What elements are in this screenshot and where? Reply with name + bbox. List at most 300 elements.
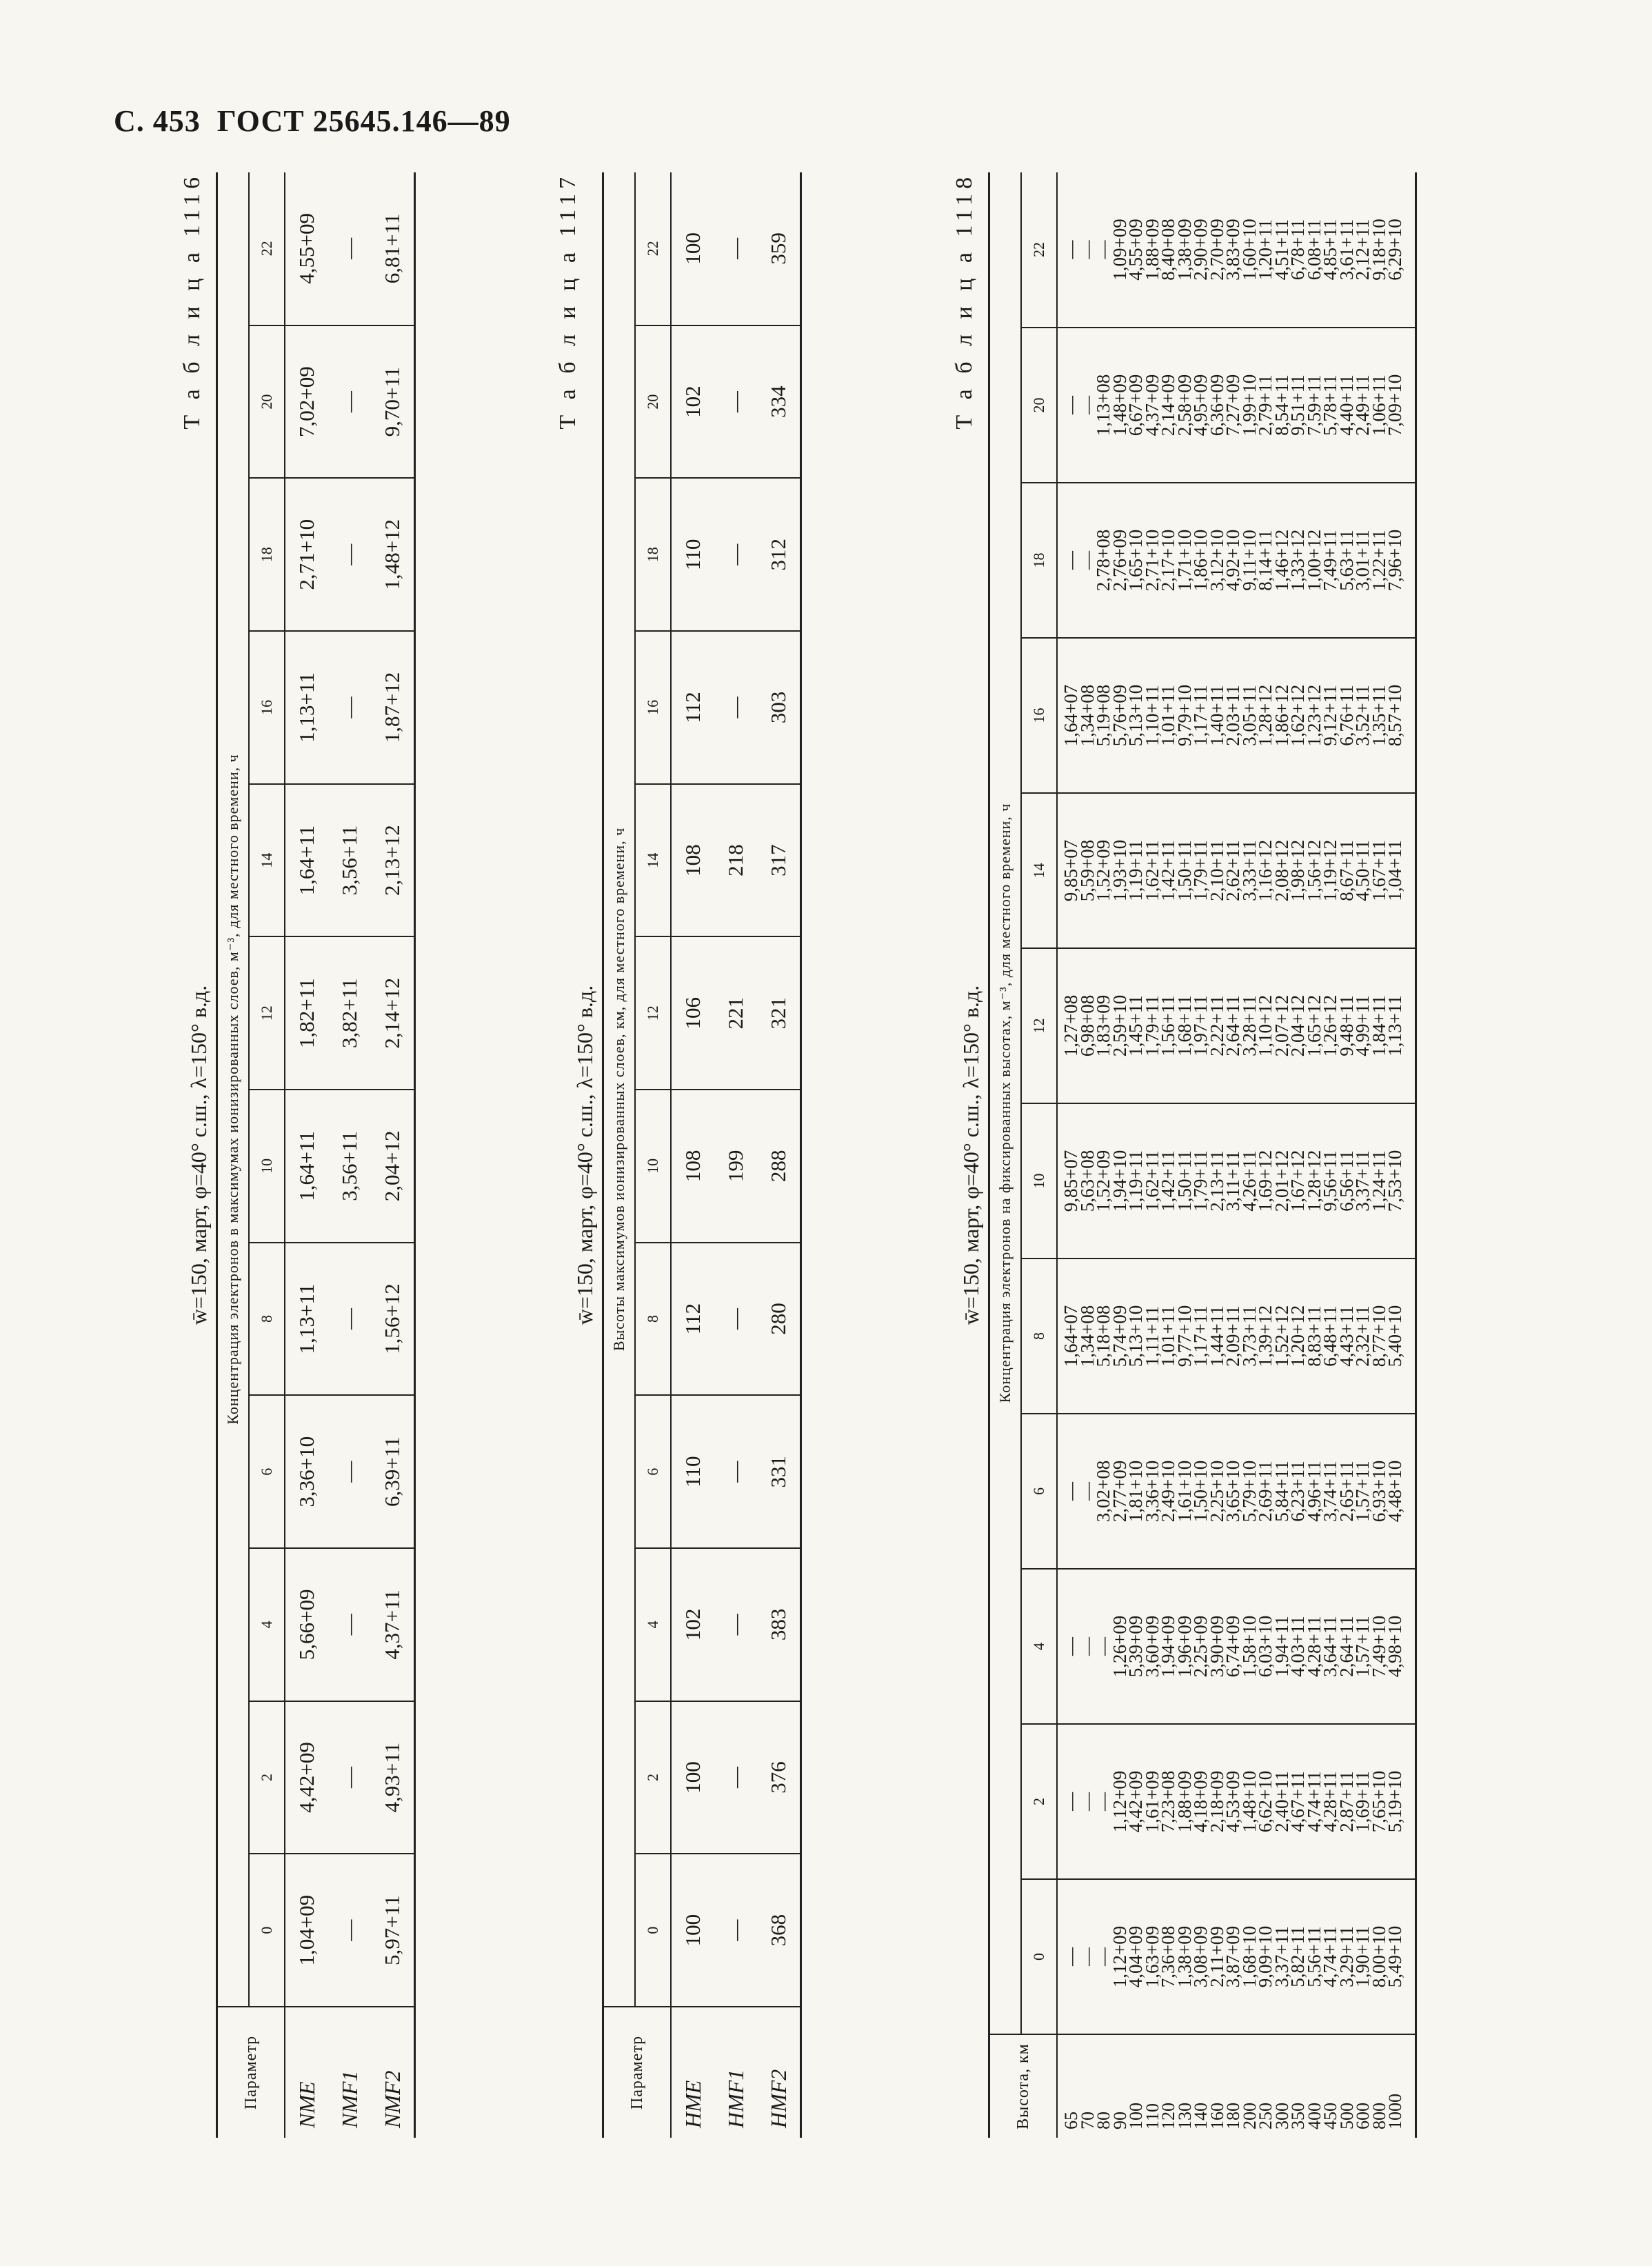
- value-cell: 5,59+08: [1076, 839, 1098, 902]
- value-cell: —: [328, 1854, 371, 2007]
- value-cell: 3,90+09: [1206, 1615, 1227, 1678]
- value-cell: 102: [671, 1548, 714, 1701]
- value-cell: 1,62+11: [1141, 840, 1162, 901]
- value-cell: 6,74+09: [1222, 1615, 1243, 1678]
- value-cell: 2,40+11: [1271, 1771, 1292, 1832]
- value-cell: 4,74+11: [1320, 1926, 1340, 1987]
- value-cell: 1,90+11: [1352, 1926, 1373, 1987]
- value-cell: 7,09+10: [1384, 374, 1405, 437]
- value-cell: 4,28+11: [1320, 1771, 1340, 1832]
- hour-header: 4: [249, 1548, 285, 1701]
- value-cell: 1,65+10: [1125, 529, 1146, 592]
- hour-header: 2: [635, 1701, 671, 1854]
- value-cell: 2,78+08: [1093, 529, 1114, 592]
- value-cell: —: [714, 1548, 757, 1701]
- value-cell: 4,37+09: [1141, 374, 1162, 437]
- value-cell: 4,55+09: [1125, 219, 1146, 281]
- hour-header: 8: [249, 1243, 285, 1396]
- value-cell: —: [1060, 1482, 1081, 1501]
- value-cell: 3,64+11: [1320, 1616, 1340, 1677]
- value-cell: 1,94+10: [1109, 1150, 1130, 1212]
- value-cell: 1,50+11: [1173, 840, 1195, 901]
- value-cell: 1,63+09: [1141, 1925, 1162, 1988]
- value-cell: 1,19+11: [1125, 1150, 1146, 1212]
- value-cell: 2,01+12: [1271, 1150, 1292, 1212]
- value-cell: 3,74+11: [1320, 1461, 1340, 1522]
- value-cell: 1,69+12: [1255, 1150, 1276, 1212]
- value-cell: 1,94+09: [1158, 1615, 1178, 1678]
- value-cell: 2,09+11: [1222, 1305, 1243, 1367]
- value-cell: 3,08+09: [1190, 1925, 1211, 1988]
- param-name: NME: [285, 2007, 328, 2138]
- height-value: 600: [1353, 2103, 1373, 2129]
- value-cell: —: [723, 237, 747, 259]
- value-cell: 2,25+10: [1206, 1460, 1227, 1523]
- value-cell: 8,40+08: [1158, 219, 1178, 281]
- table-caption: Т а б л и ц а 1116: [179, 172, 205, 430]
- hour-header: 20: [249, 325, 285, 479]
- value-cell: —: [714, 478, 757, 631]
- value-cell: 2,62+11: [1222, 840, 1243, 901]
- value-column: [1057, 328, 1416, 483]
- value-cell: —: [328, 1548, 371, 1701]
- value-cell: —: [1076, 1637, 1098, 1656]
- value-cell: 1,17+11: [1190, 685, 1211, 746]
- value-cell: 3,52+11: [1352, 685, 1373, 746]
- value-cell: 2,12+11: [1352, 219, 1373, 281]
- value-cell: 3,28+11: [1238, 995, 1260, 1056]
- table-row: [328, 172, 371, 2138]
- value-cell: 2,64+11: [1336, 1616, 1357, 1677]
- value-cell: 1,46+12: [1271, 529, 1292, 592]
- value-cell: 1,88+09: [1173, 1770, 1195, 1833]
- height-column: [1057, 2034, 1416, 2138]
- value-cell: 2,17+10: [1158, 529, 1178, 592]
- value-cell: 9,85+07: [1060, 839, 1081, 902]
- height-value: 400: [1304, 2103, 1324, 2129]
- value-cell: 5,13+10: [1125, 1305, 1146, 1367]
- value-cell: 1,71+10: [1173, 529, 1195, 592]
- value-cell: 5,56+11: [1303, 1926, 1324, 1987]
- value-cell: 1,39+12: [1255, 1305, 1276, 1367]
- value-cell: 2,04+12: [371, 1090, 415, 1243]
- value-cell: 317: [757, 784, 801, 937]
- value-cell: 1,13+11: [285, 1243, 328, 1396]
- height-value: 500: [1336, 2103, 1357, 2129]
- value-cell: 4,48+10: [1384, 1460, 1405, 1523]
- hour-header: 16: [635, 631, 671, 784]
- value-cell: —: [1060, 396, 1081, 414]
- value-cell: 2,87+11: [1336, 1771, 1357, 1832]
- value-cell: 1,61+10: [1173, 1460, 1195, 1523]
- value-cell: 1,20+11: [1255, 219, 1276, 281]
- value-cell: 1,62+12: [1287, 684, 1308, 747]
- value-cell: 3,87+09: [1222, 1925, 1243, 1988]
- value-cell: 7,27+09: [1222, 374, 1243, 437]
- value-cell: 1,33+12: [1287, 529, 1308, 592]
- value-cell: 4,74+11: [1303, 1771, 1324, 1832]
- value-cell: 4,67+11: [1287, 1771, 1308, 1832]
- value-cell: 7,59+11: [1303, 374, 1324, 436]
- value-cell: 1,81+10: [1125, 1460, 1146, 1523]
- value-cell: 1,00+12: [1303, 529, 1324, 592]
- value-cell: 1,44+11: [1206, 1305, 1227, 1367]
- value-cell: 1,87+12: [371, 631, 415, 784]
- value-cell: 1,48+12: [371, 478, 415, 631]
- hour-header: 8: [635, 1243, 671, 1396]
- value-cell: 1,01+11: [1158, 685, 1178, 746]
- value-cell: —: [1076, 396, 1098, 414]
- value-cell: 3,82+11: [328, 936, 371, 1090]
- value-cell: 1,13+11: [285, 631, 328, 784]
- value-cell: 1,48+09: [1109, 374, 1130, 437]
- value-cell: 6,67+09: [1125, 374, 1146, 437]
- value-cell: 4,28+11: [1303, 1616, 1324, 1677]
- value-cell: 1,19+12: [1320, 839, 1340, 902]
- value-cell: —: [714, 1854, 757, 2007]
- value-cell: 5,19+10: [1384, 1770, 1405, 1833]
- value-cell: 2,76+09: [1109, 529, 1130, 592]
- value-cell: 2,70+09: [1206, 219, 1227, 281]
- value-cell: —: [328, 1395, 371, 1548]
- value-cell: 1,96+09: [1173, 1615, 1195, 1678]
- value-cell: —: [1093, 1637, 1114, 1656]
- table-row: [671, 172, 714, 2138]
- value-cell: 1,98+12: [1287, 839, 1308, 902]
- value-cell: 3,36+10: [285, 1395, 328, 1548]
- hour-header: 6: [635, 1395, 671, 1548]
- value-cell: 5,78+11: [1320, 374, 1340, 436]
- value-cell: 6,23+11: [1287, 1461, 1308, 1522]
- value-cell: 2,71+10: [1141, 529, 1162, 592]
- value-cell: 2,49+10: [1158, 1460, 1178, 1523]
- value-cell: 2,77+09: [1109, 1460, 1130, 1523]
- value-cell: 376: [757, 1701, 801, 1854]
- value-column: [1057, 1414, 1416, 1569]
- value-cell: —: [1076, 551, 1098, 570]
- value-cell: 6,08+11: [1303, 219, 1324, 281]
- value-cell: 1,64+07: [1060, 1305, 1081, 1367]
- value-cell: 1,19+11: [1125, 840, 1146, 901]
- hour-header: 20: [635, 325, 671, 479]
- value-cell: 1,52+12: [1271, 1305, 1292, 1367]
- value-cell: 108: [671, 784, 714, 937]
- value-cell: 1,83+09: [1093, 994, 1114, 1057]
- value-cell: 4,18+09: [1190, 1770, 1211, 1833]
- value-cell: 1,64+07: [1060, 684, 1081, 747]
- value-cell: 1,79+11: [1190, 1150, 1211, 1212]
- value-cell: 2,14+12: [371, 936, 415, 1090]
- value-cell: 1,58+10: [1238, 1615, 1260, 1678]
- height-value: 160: [1207, 2103, 1227, 2129]
- value-cell: 1,88+09: [1141, 219, 1162, 281]
- value-cell: 1,06+11: [1368, 374, 1389, 436]
- hour-header: 16: [1021, 638, 1057, 793]
- value-cell: 334: [757, 325, 801, 479]
- hour-header: 18: [635, 478, 671, 631]
- value-cell: 2,10+11: [1206, 840, 1227, 901]
- value-cell: 3,61+11: [1336, 219, 1357, 281]
- value-cell: 1,79+11: [1190, 840, 1211, 901]
- value-cell: —: [1060, 240, 1081, 259]
- value-cell: 1,99+10: [1238, 374, 1260, 437]
- value-cell: 2,58+09: [1173, 374, 1195, 437]
- value-cell: 1,26+09: [1109, 1615, 1130, 1678]
- value-cell: 5,74+09: [1109, 1305, 1130, 1367]
- value-cell: —: [328, 631, 371, 784]
- value-cell: 6,03+10: [1255, 1615, 1276, 1678]
- value-cell: 368: [757, 1854, 801, 2007]
- hour-header: 12: [249, 936, 285, 1090]
- value-cell: 1,04+09: [285, 1854, 328, 2007]
- value-cell: 4,37+11: [371, 1548, 415, 1701]
- value-cell: 7,23+08: [1158, 1770, 1178, 1833]
- value-cell: 5,84+11: [1271, 1461, 1292, 1522]
- value-cell: 8,77+10: [1368, 1305, 1389, 1367]
- value-cell: 4,40+11: [1336, 374, 1357, 436]
- value-cell: 1,60+10: [1238, 219, 1260, 281]
- value-cell: 1,45+11: [1125, 995, 1146, 1056]
- value-cell: 9,12+11: [1320, 685, 1340, 746]
- value-cell: 4,99+11: [1352, 995, 1373, 1056]
- hour-header: 2: [1021, 1724, 1057, 1879]
- value-cell: 9,11+10: [1238, 530, 1260, 591]
- value-cell: —: [1093, 240, 1114, 259]
- value-cell: 1,10+11: [1141, 685, 1162, 746]
- height-value: 130: [1174, 2103, 1195, 2129]
- value-cell: 3,83+09: [1222, 219, 1243, 281]
- value-cell: 1,79+11: [1141, 995, 1162, 1056]
- value-cell: 1,42+11: [1158, 1150, 1178, 1212]
- value-cell: 1,67+11: [1368, 840, 1389, 901]
- value-cell: 1,62+11: [1141, 1150, 1162, 1212]
- value-cell: 9,79+10: [1173, 684, 1195, 747]
- value-cell: 6,36+09: [1206, 374, 1227, 437]
- hour-header: 14: [249, 784, 285, 937]
- value-cell: —: [714, 325, 757, 479]
- value-cell: 1,20+12: [1287, 1305, 1308, 1367]
- height-value: 80: [1094, 2112, 1114, 2129]
- value-cell: 8,83+11: [1303, 1305, 1324, 1367]
- value-cell: —: [1076, 1482, 1098, 1501]
- value-cell: 1,48+10: [1238, 1770, 1260, 1833]
- hour-header: 8: [1021, 1259, 1057, 1414]
- value-cell: 1,16+12: [1255, 839, 1276, 902]
- table-title: w̄=150, март, φ=40° с.ш., λ=150° в.д.: [186, 985, 211, 1325]
- value-cell: 5,13+10: [1125, 684, 1146, 747]
- table-1116: [216, 172, 416, 2138]
- value-cell: —: [714, 631, 757, 784]
- value-cell: 3,56+11: [328, 784, 371, 937]
- value-cell: 2,13+11: [1206, 1150, 1227, 1212]
- value-cell: 1,94+11: [1271, 1616, 1292, 1677]
- value-cell: 3,37+11: [1271, 1926, 1292, 1987]
- hour-header: 0: [635, 1854, 671, 2007]
- value-cell: 5,49+10: [1384, 1925, 1405, 1988]
- value-cell: 5,66+09: [285, 1548, 328, 1701]
- height-value: 350: [1288, 2103, 1308, 2129]
- value-cell: 5,40+10: [1384, 1305, 1405, 1367]
- value-cell: 8,57+10: [1384, 684, 1405, 747]
- value-cell: 199: [714, 1090, 757, 1243]
- value-cell: 4,50+11: [1352, 840, 1373, 901]
- value-cell: 1,97+11: [1190, 995, 1211, 1056]
- height-value: 250: [1256, 2103, 1276, 2129]
- param-header: Параметр: [217, 2007, 285, 2138]
- value-cell: 1,26+12: [1320, 994, 1340, 1057]
- value-cell: 1,38+09: [1173, 219, 1195, 281]
- value-cell: 1,38+09: [1173, 1925, 1195, 1988]
- value-cell: 1,61+09: [1141, 1770, 1162, 1833]
- value-cell: —: [328, 1243, 371, 1396]
- value-cell: 6,98+08: [1076, 994, 1098, 1057]
- value-cell: 8,14+11: [1255, 530, 1276, 591]
- table-row: [757, 172, 801, 2138]
- value-cell: 1,56+12: [1303, 839, 1324, 902]
- value-cell: 7,36+08: [1158, 1925, 1178, 1988]
- value-cell: 321: [757, 936, 801, 1090]
- value-cell: 3,56+11: [328, 1090, 371, 1243]
- value-cell: 1,84+11: [1368, 995, 1389, 1056]
- value-cell: 2,22+11: [1206, 995, 1227, 1056]
- table-row: [285, 172, 328, 2138]
- value-cell: 1,28+12: [1303, 1150, 1324, 1212]
- table-row: [371, 172, 415, 2138]
- value-cell: 6,78+11: [1287, 219, 1308, 281]
- value-cell: 2,11+09: [1206, 1926, 1227, 1987]
- value-cell: 2,49+11: [1352, 374, 1373, 436]
- value-column: [1057, 1879, 1416, 2034]
- height-value: 100: [1126, 2103, 1146, 2129]
- value-cell: 3,65+10: [1222, 1460, 1243, 1523]
- value-cell: 1,68+10: [1238, 1925, 1260, 1988]
- param-name: HMF1: [714, 2007, 757, 2138]
- value-cell: 3,33+11: [1238, 840, 1260, 901]
- value-column: [1057, 1259, 1416, 1414]
- value-cell: 9,51+11: [1287, 374, 1308, 436]
- value-cell: 9,77+10: [1173, 1305, 1195, 1367]
- value-cell: 1,17+11: [1190, 1305, 1211, 1367]
- height-value: 110: [1142, 2103, 1162, 2129]
- group-header: Концентрация электронов на фиксированных высотах, м⁻³, для местного времени, ч: [989, 172, 1022, 2034]
- value-cell: —: [1060, 1792, 1081, 1811]
- value-cell: 2,08+12: [1271, 839, 1292, 902]
- value-cell: —: [1093, 1947, 1114, 1966]
- value-cell: 2,14+09: [1158, 374, 1178, 437]
- value-cell: —: [1060, 1637, 1081, 1656]
- hour-header: 14: [635, 784, 671, 937]
- value-cell: —: [1060, 551, 1081, 570]
- hour-header: 14: [1021, 793, 1057, 948]
- hour-header: 2: [249, 1701, 285, 1854]
- hour-header: 0: [249, 1854, 285, 2007]
- value-cell: 9,18+10: [1368, 219, 1389, 281]
- value-cell: 218: [714, 784, 757, 937]
- value-cell: 1,34+08: [1076, 684, 1098, 747]
- value-cell: 8,00+10: [1368, 1925, 1389, 1988]
- value-cell: 5,18+08: [1093, 1305, 1114, 1367]
- value-cell: 4,03+11: [1287, 1616, 1308, 1677]
- value-cell: 1,50+10: [1190, 1460, 1211, 1523]
- value-cell: 8,54+11: [1271, 374, 1292, 436]
- value-cell: 1,86+12: [1271, 684, 1292, 747]
- table-caption: Т а б л и ц а 1118: [951, 172, 977, 430]
- value-cell: 9,09+10: [1255, 1925, 1276, 1988]
- value-cell: 2,03+11: [1222, 685, 1243, 746]
- value-cell: 2,13+12: [371, 784, 415, 937]
- value-cell: 4,04+09: [1125, 1925, 1146, 1988]
- value-cell: 4,93+11: [371, 1701, 415, 1854]
- value-cell: 1,57+11: [1352, 1461, 1373, 1522]
- value-cell: 221: [714, 936, 757, 1090]
- value-cell: 5,19+08: [1093, 684, 1114, 747]
- value-cell: 6,48+11: [1320, 1305, 1340, 1367]
- value-cell: —: [714, 1395, 757, 1548]
- value-cell: 4,42+09: [1125, 1770, 1146, 1833]
- value-cell: 3,05+11: [1238, 685, 1260, 746]
- table-row: [1057, 172, 1416, 2138]
- value-cell: 6,62+10: [1255, 1770, 1276, 1833]
- value-cell: 1,09+09: [1109, 219, 1130, 281]
- value-cell: 2,69+11: [1255, 1461, 1276, 1522]
- value-cell: 112: [671, 631, 714, 784]
- value-cell: 6,76+11: [1336, 685, 1357, 746]
- value-cell: 100: [671, 1854, 714, 2007]
- value-cell: 112: [671, 1243, 714, 1396]
- value-cell: 1,40+11: [1206, 685, 1227, 746]
- value-cell: 4,96+11: [1303, 1461, 1324, 1522]
- value-cell: 3,01+11: [1352, 530, 1373, 591]
- value-cell: 1,24+11: [1368, 1150, 1389, 1212]
- value-cell: 1,93+10: [1109, 839, 1130, 902]
- value-cell: 3,60+09: [1141, 1615, 1162, 1678]
- value-cell: 1,56+11: [1158, 995, 1178, 1056]
- value-cell: 3,11+11: [1222, 1150, 1243, 1212]
- value-column: [1057, 948, 1416, 1103]
- value-cell: 4,51+11: [1271, 219, 1292, 281]
- value-cell: 1,01+11: [1158, 1305, 1178, 1367]
- value-cell: 4,95+09: [1190, 374, 1211, 437]
- value-cell: 1,82+11: [285, 936, 328, 1090]
- table-1118: [988, 172, 1417, 2138]
- value-cell: —: [1076, 240, 1098, 259]
- value-cell: 1,69+11: [1352, 1771, 1373, 1832]
- table-title: w̄=150, март, φ=40° с.ш., λ=150° в.д.: [958, 985, 983, 1325]
- value-cell: 1,68+11: [1173, 995, 1195, 1056]
- value-cell: 7,65+10: [1368, 1770, 1389, 1833]
- value-cell: 1,04+11: [1384, 840, 1405, 901]
- value-cell: 1,86+10: [1190, 529, 1211, 592]
- value-cell: 1,64+11: [285, 1090, 328, 1243]
- standard-number: ГОСТ 25645.146—89: [216, 104, 511, 138]
- value-cell: 5,76+09: [1109, 684, 1130, 747]
- value-cell: 6,93+10: [1368, 1460, 1389, 1523]
- param-name: HMF2: [757, 2007, 801, 2138]
- value-cell: 7,49+10: [1368, 1615, 1389, 1678]
- value-cell: 1,65+12: [1303, 994, 1324, 1057]
- hour-header: 4: [635, 1548, 671, 1701]
- param-name: HME: [671, 2007, 714, 2138]
- value-cell: 1,57+11: [1352, 1616, 1373, 1677]
- value-cell: 7,96+10: [1384, 529, 1405, 592]
- value-cell: 1,52+09: [1093, 1150, 1114, 1212]
- value-cell: 6,56+11: [1336, 1150, 1357, 1212]
- height-value: 120: [1158, 2103, 1178, 2129]
- value-cell: 1,50+11: [1173, 1150, 1195, 1212]
- value-cell: 108: [671, 1090, 714, 1243]
- value-cell: 9,70+11: [371, 325, 415, 479]
- value-cell: 312: [757, 478, 801, 631]
